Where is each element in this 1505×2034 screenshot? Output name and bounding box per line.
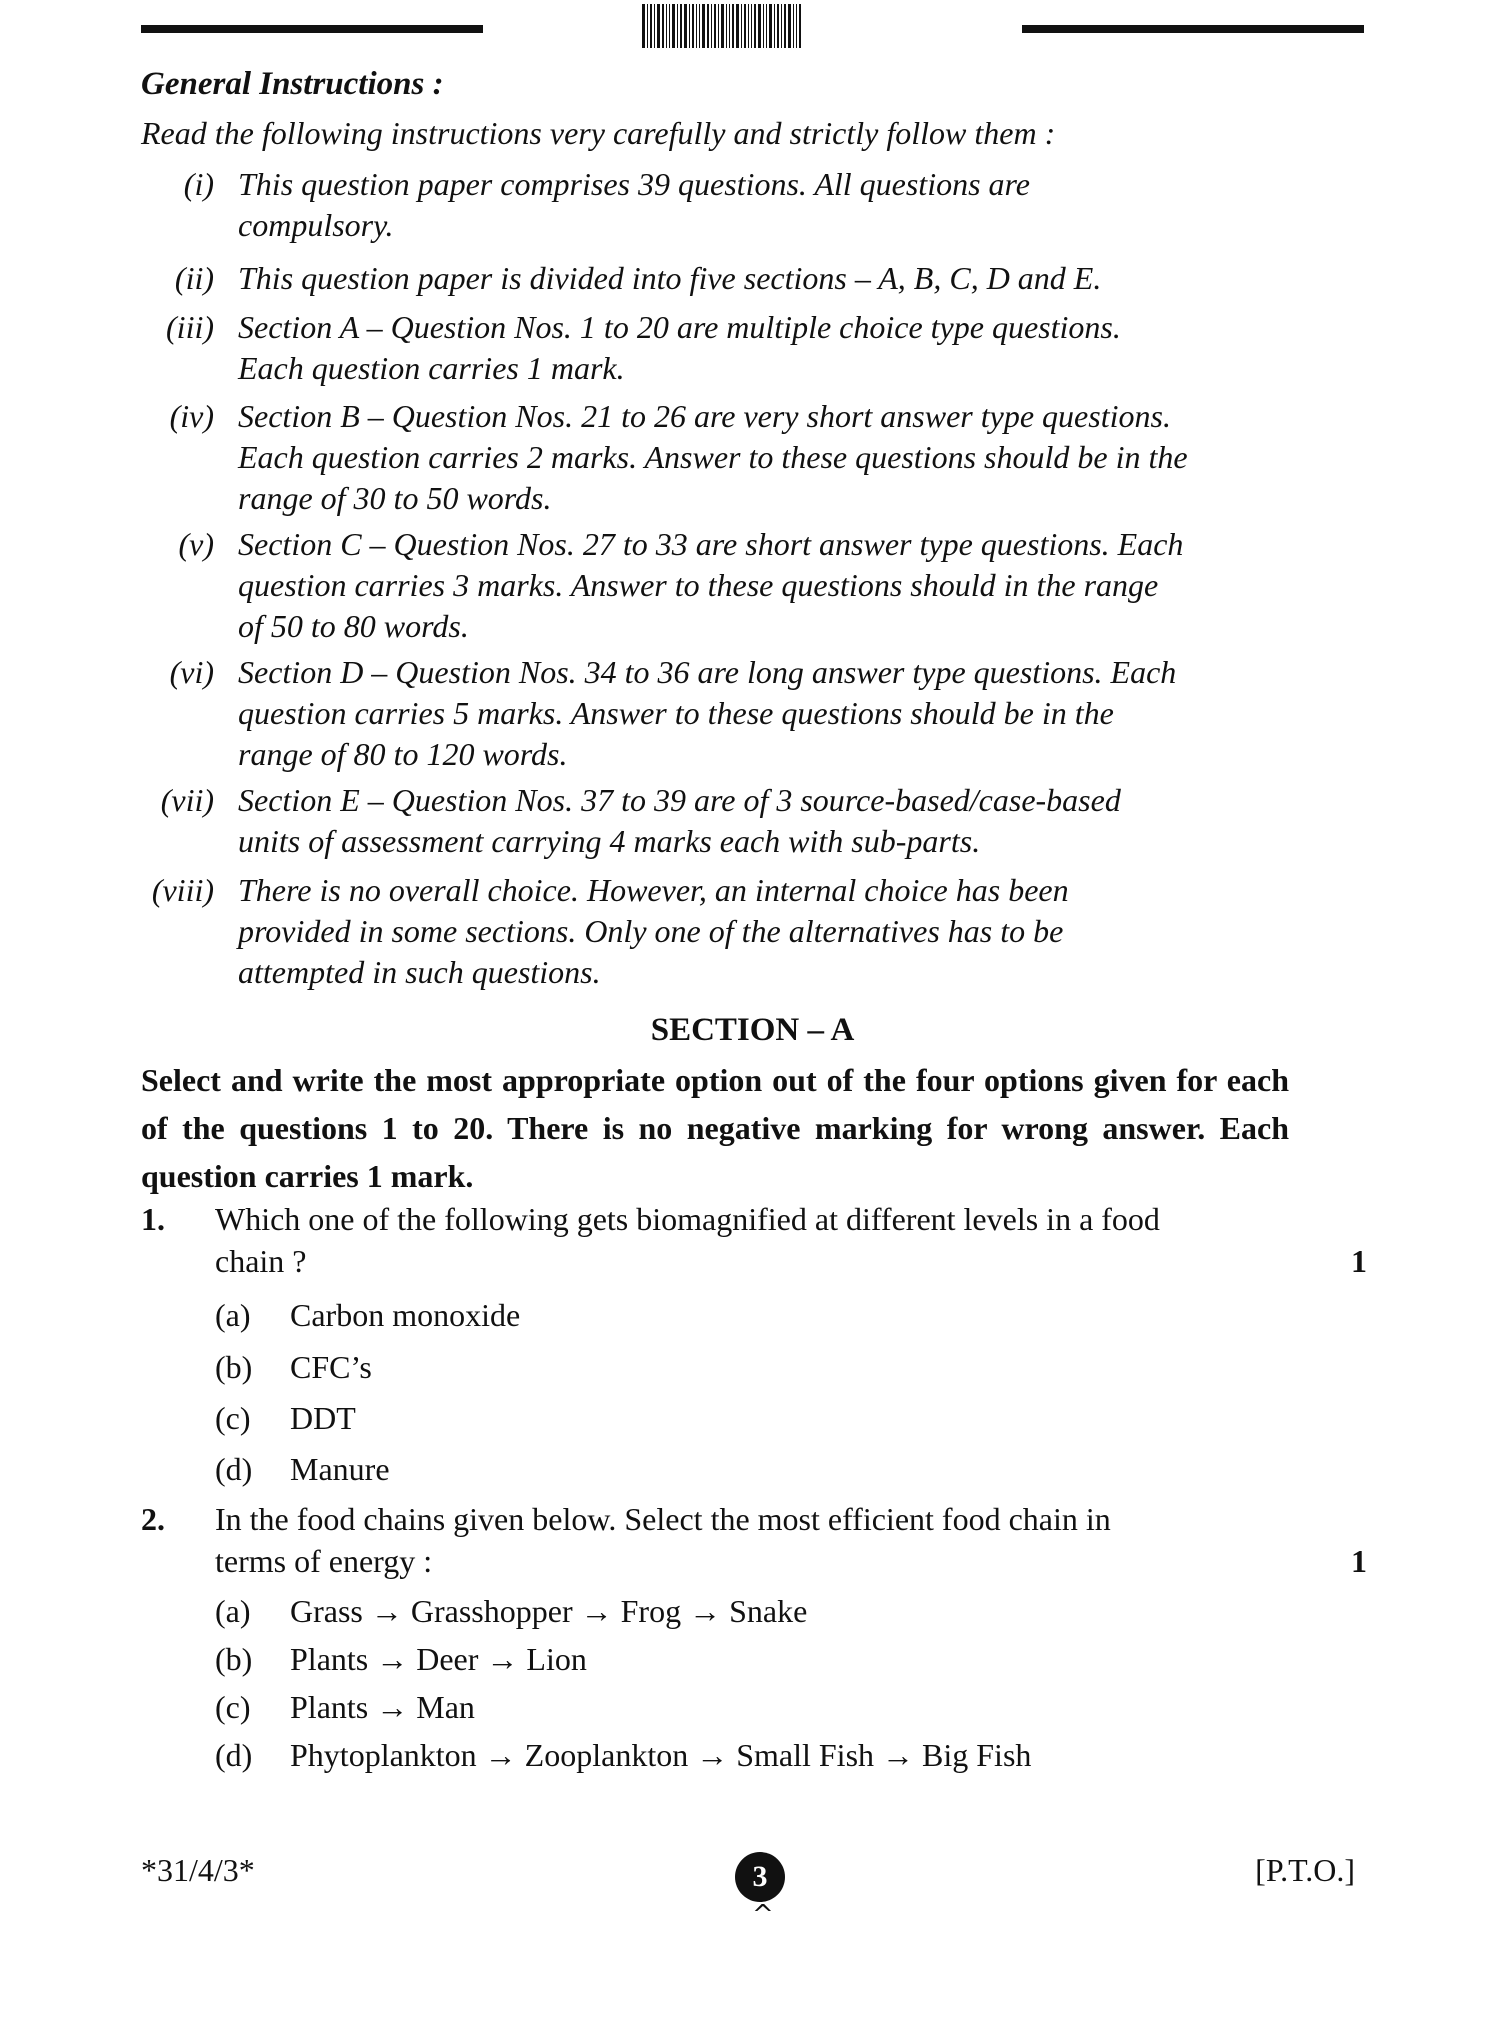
instruction-number: (iii): [166, 309, 214, 345]
option-text: DDT: [290, 1400, 356, 1436]
option-text: Plants → Man: [290, 1689, 475, 1725]
instruction-item: [140, 652, 1288, 775]
instruction-number: (vii): [160, 782, 214, 818]
instruction-item: [140, 164, 1288, 246]
instruction-line: attempted in such questions.: [238, 954, 601, 990]
option-label: (a): [215, 1297, 251, 1333]
instruction-number: (iv): [169, 398, 214, 434]
option-text: Carbon monoxide: [290, 1297, 521, 1333]
question-marks: 1: [1351, 1243, 1367, 1279]
question-line: In the food chains given below. Select the most efficient food chain in: [215, 1501, 1111, 1537]
instruction-line: range of 80 to 120 words.: [238, 736, 568, 772]
instructions-intro: Read the following instructions very carefully and strictly follow them :: [141, 115, 1056, 151]
option-label: (d): [215, 1451, 253, 1487]
instruction-text: [238, 524, 1288, 647]
question-marks: 1: [1351, 1543, 1367, 1579]
option-label: (c): [215, 1400, 251, 1436]
option-label: (c): [215, 1689, 251, 1725]
instruction-line: Each question carries 1 mark.: [238, 350, 625, 386]
instruction-text: [238, 396, 1288, 519]
instruction-text: [238, 652, 1288, 775]
instruction-item: [140, 307, 1288, 389]
caret-mark: ^: [752, 1900, 774, 1930]
question-line: chain ?: [215, 1243, 307, 1279]
instruction-text: [238, 258, 1288, 299]
instruction-text: [238, 780, 1288, 862]
instruction-text: [238, 307, 1288, 389]
instruction-item: [140, 870, 1288, 993]
instruction-line: Section E – Question Nos. 37 to 39 are of 3 source-based/case-based: [238, 782, 1121, 818]
header-rule-left: [141, 25, 483, 33]
instruction-number: (ii): [174, 260, 214, 296]
instruction-line: compulsory.: [238, 207, 394, 243]
question-text: [215, 1498, 1409, 1582]
option-text: Phytoplankton → Zooplankton → Small Fish → Big Fish: [290, 1737, 1032, 1773]
question-line: terms of energy :: [215, 1543, 433, 1579]
option-label: (b): [215, 1641, 253, 1677]
section-heading: SECTION – A: [650, 1012, 855, 1048]
instruction-number: (viii): [151, 872, 214, 908]
page-number-badge: 3: [735, 1852, 785, 1902]
instructions-title: General Instructions :: [141, 66, 444, 102]
question-number: 2.: [141, 1501, 165, 1537]
question-number: 1.: [141, 1201, 165, 1237]
instruction-item: [140, 524, 1288, 647]
instruction-line: units of assessment carrying 4 marks each with sub-parts.: [238, 823, 981, 859]
instruction-line: range of 30 to 50 words.: [238, 480, 552, 516]
instruction-line: question carries 5 marks. Answer to these questions should be in the: [238, 695, 1114, 731]
instruction-line: This question paper is divided into five sections – A, B, C, D and E.: [238, 260, 1102, 296]
instruction-line: Section D – Question Nos. 34 to 36 are long answer type questions. Each: [238, 654, 1177, 690]
instruction-text: [238, 164, 1288, 246]
option-label: (b): [215, 1349, 253, 1385]
instruction-line: This question paper comprises 39 questions. All questions are: [238, 166, 1030, 202]
option-text: Grass → Grasshopper → Frog → Snake: [290, 1593, 808, 1629]
option-text: Plants → Deer → Lion: [290, 1641, 587, 1677]
instruction-line: provided in some sections. Only one of the alternatives has to be: [238, 913, 1064, 949]
pto-label: [P.T.O.]: [1255, 1852, 1355, 1888]
paper-code: *31/4/3*: [141, 1852, 255, 1888]
option-text: CFC’s: [290, 1349, 372, 1385]
instruction-line: Section B – Question Nos. 21 to 26 are very short answer type questions.: [238, 398, 1171, 434]
instruction-item: [140, 258, 1288, 299]
instruction-text: [238, 870, 1288, 993]
option-text: Manure: [290, 1451, 390, 1487]
header-rule-right: [1022, 25, 1364, 33]
option-label: (d): [215, 1737, 253, 1773]
option-label: (a): [215, 1593, 251, 1629]
instruction-line: Each question carries 2 marks. Answer to these questions should be in the: [238, 439, 1188, 475]
question-line: Which one of the following gets biomagnified at different levels in a food: [215, 1201, 1160, 1237]
instruction-line: question carries 3 marks. Answer to these questions should in the range: [238, 567, 1159, 603]
section-directive: Select and write the most appropriate option out of the four options given for each of the questions 1 to 20. There is no negative marking for wrong answer. Each question carries 1 mark.: [141, 1062, 1289, 1194]
question-text: [215, 1198, 1409, 1282]
instruction-number: (vi): [169, 654, 214, 690]
instruction-number: (i): [183, 166, 214, 202]
instruction-number: (v): [178, 526, 214, 562]
barcode-icon: [642, 4, 867, 48]
instruction-line: There is no overall choice. However, an internal choice has been: [238, 872, 1069, 908]
instruction-line: Section A – Question Nos. 1 to 20 are multiple choice type questions.: [238, 309, 1121, 345]
instruction-item: [140, 780, 1288, 862]
instruction-line: Section C – Question Nos. 27 to 33 are short answer type questions. Each: [238, 526, 1184, 562]
instruction-line: of 50 to 80 words.: [238, 608, 469, 644]
instruction-item: [140, 396, 1288, 519]
